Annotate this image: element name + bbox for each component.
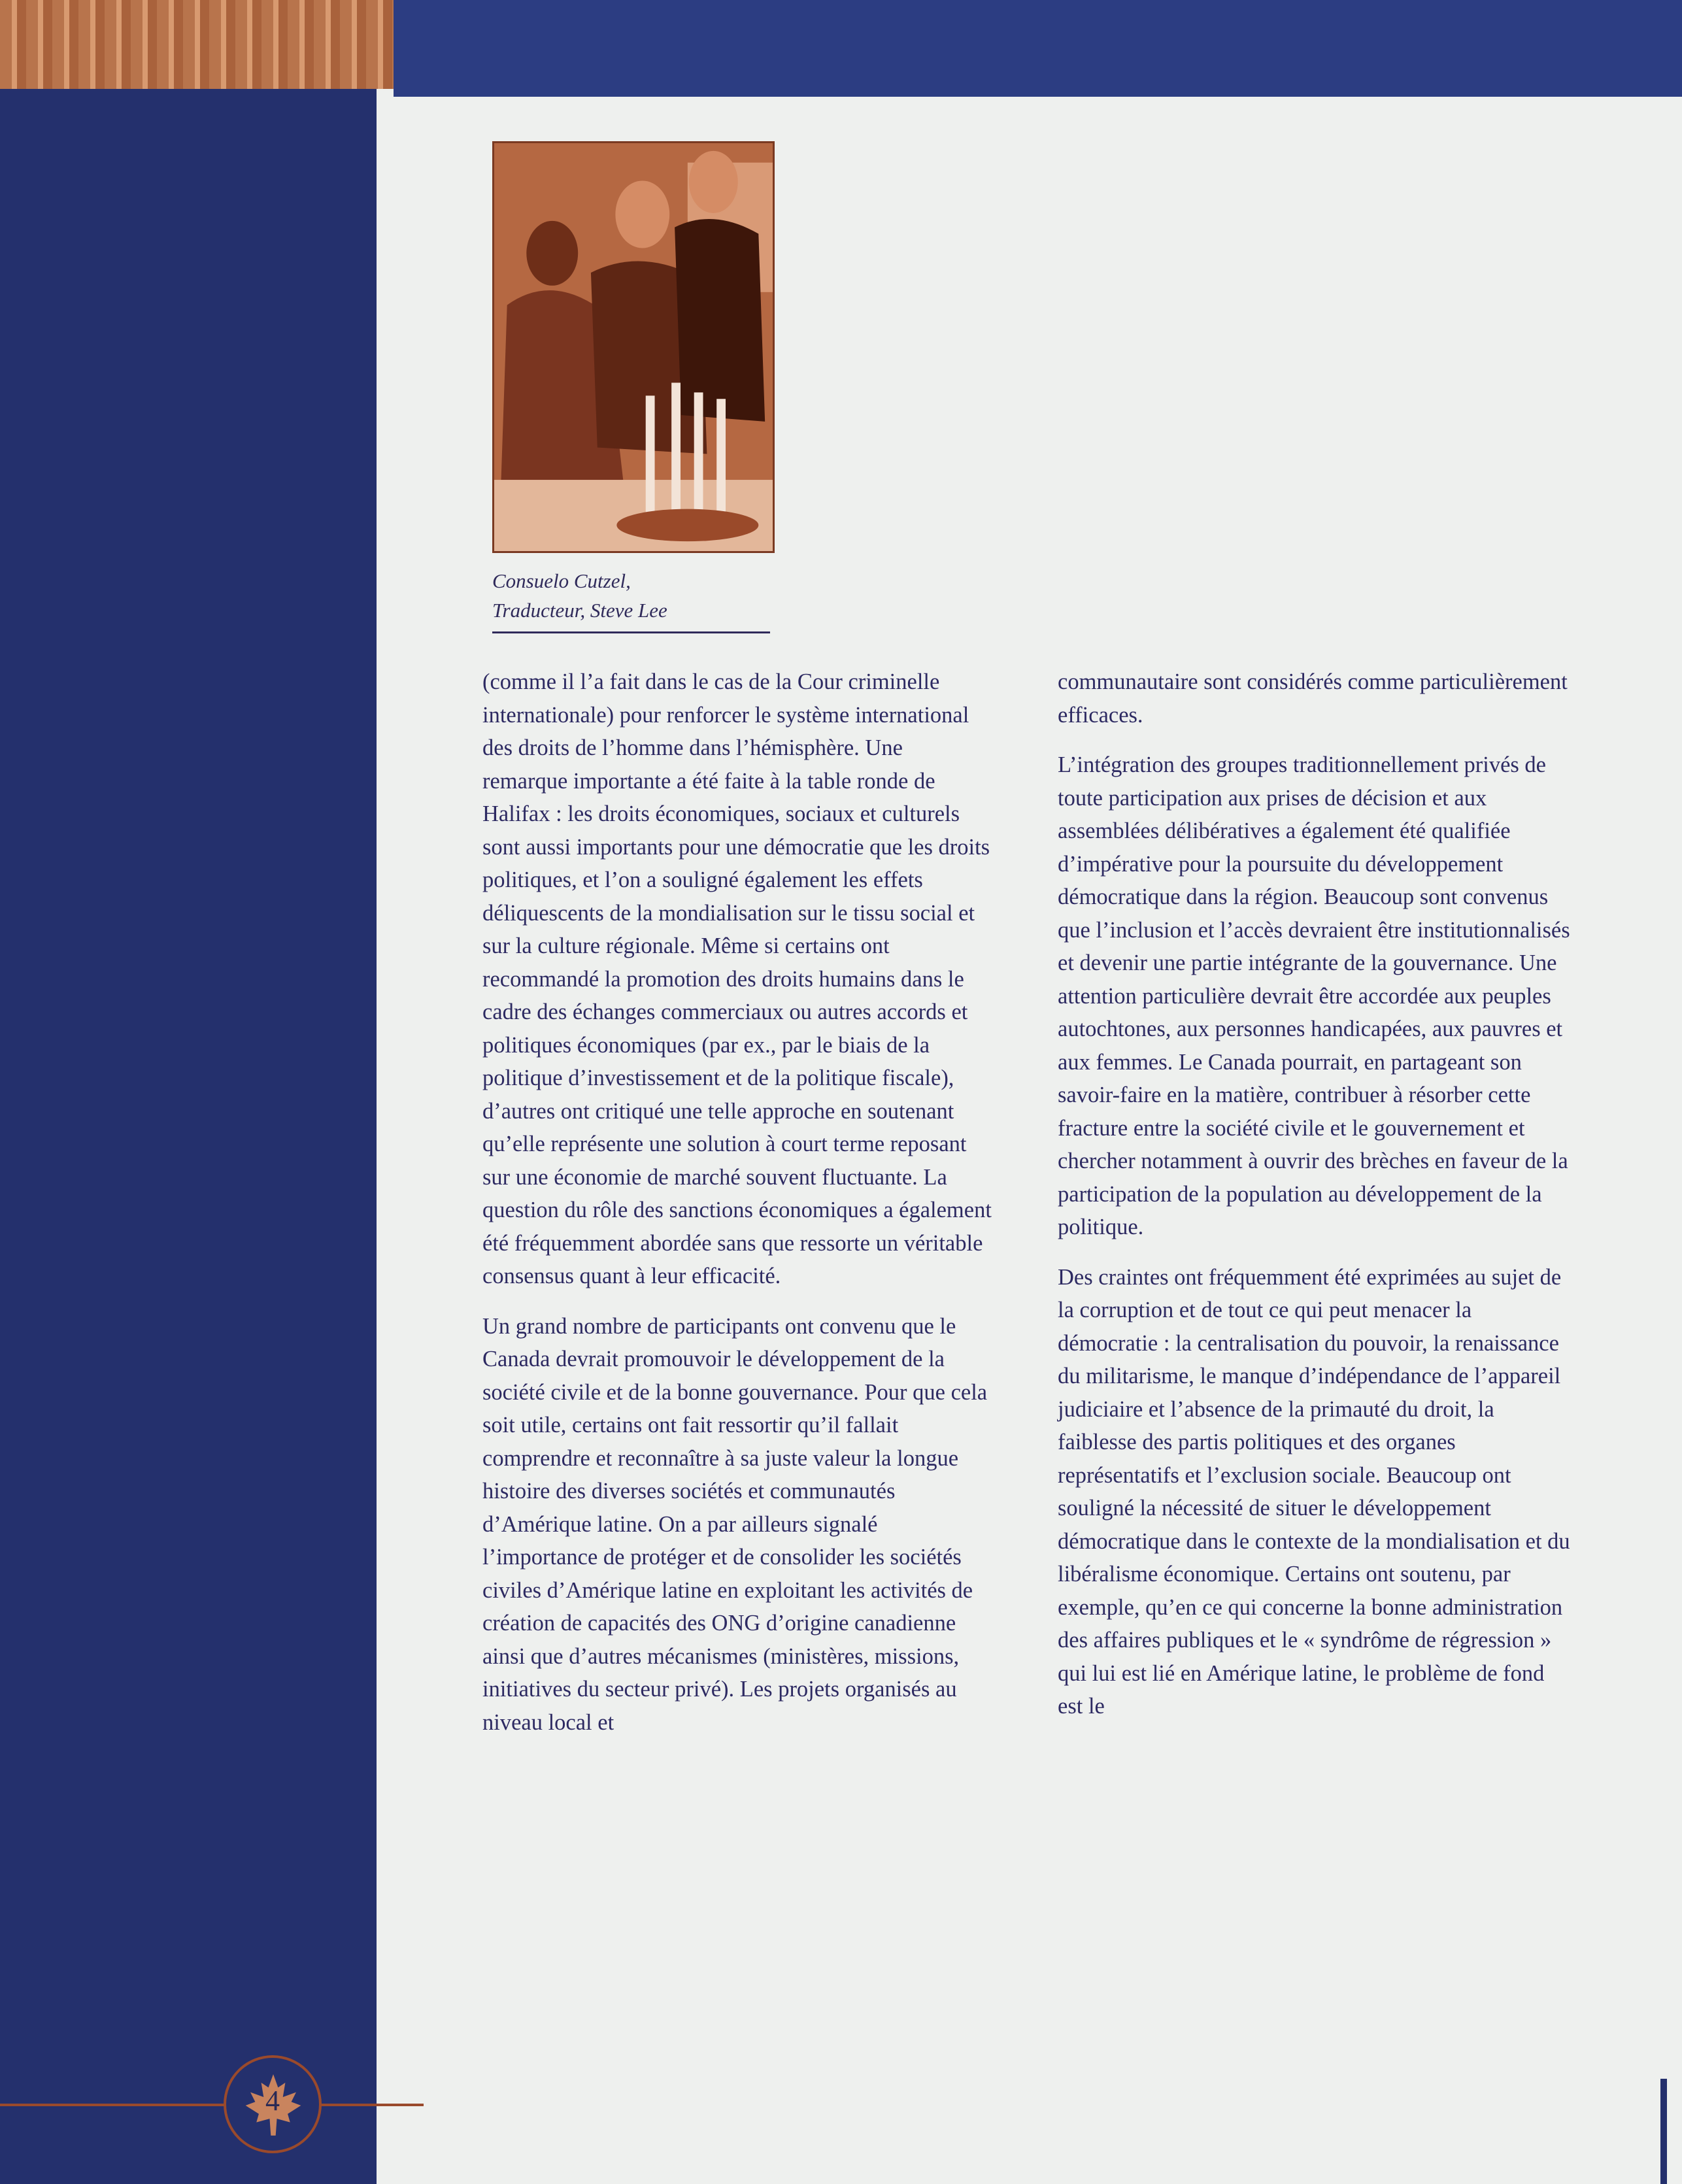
body-column-right [1058, 665, 1574, 1740]
left-color-band [0, 89, 377, 2184]
page-number-badge [224, 2055, 322, 2153]
photo [492, 141, 775, 553]
body-paragraph: communautaire sont considérés comme particulièrement efficaces. [1058, 669, 1568, 728]
page-number: 4 [265, 2085, 280, 2117]
caption-line-2: Traducteur, Steve Lee [492, 599, 667, 622]
corner-photo-strip [0, 0, 394, 89]
footer-rule [0, 2104, 424, 2106]
top-color-band [394, 0, 1682, 97]
body-column-left [482, 665, 992, 1756]
body-paragraph: Un grand nombre de participants ont convenu que le Canada devrait promouvoir le développement de la société civile et de la bonne gouvernance. Pour que cela soit utile, certains ont fait ressortir qu’il fallait comprendre et reconnaître à sa juste valeur la longue histoire des diverses sociétés et communautés d’Amérique latine. On a par ailleurs signalé l’importance de protéger et de consolider les sociétés civiles d’Amérique latine en exploitant les activités de création de capacités des ONG d’origine canadienne ainsi que d’autres mécanismes (ministères, missions, initiatives du secteur privé). Les projets organisés au niveau local et [482, 1313, 988, 1735]
caption-rule [492, 631, 770, 633]
body-paragraph: (comme il l’a fait dans le cas de la Cour criminelle internationale) pour renforcer le système international des droits de l’homme dans l’hémisphère. Une remarque importante a été faite à la table ronde de Halifax : les droits économiques, sociaux et culturels sont aussi importants pour une démocratie que les droits politiques, et l’on a souligné également les effets déliquescents de la mondialisation sur le tissu social et sur la culture régionale. Même si certains ont recommandé la promotion des droits humains dans le cadre des échanges commerciaux ou autres accords et politiques économiques (par ex., par le biais de la politique d’investissement et de la politique fiscale), d’autres ont critiqué une telle approche en soutenant qu’elle représente une solution à court terme reposant sur une économie de marché souvent fluctuante. La question du rôle des sanctions économiques a également été fréquemment abordée sans que ressorte un véritable consensus quant à leur efficacité. [482, 669, 992, 1288]
photo-caption [492, 566, 770, 625]
body-paragraph: Des craintes ont fréquemment été exprimées au sujet de la corruption et de tout ce qui peut menacer la démocratie : la centralisation du pouvoir, la renaissance du militarisme, le manque d’indépendance de l’appareil judiciaire et l’absence de la primauté du droit, la faiblesse des partis politiques et des organes représentatifs et l’exclusion sociale. Beaucoup ont souligné la nécessité de situer le développement démocratique dans le contexte de la mondialisation et du libéralisme économique. Certains ont soutenu, par exemple, qu’en ce qui concerne la bonne administration des affaires publiques et le « syndrôme de régression » qui lui est lié en Amérique latine, le problème de fond est le [1058, 1264, 1570, 1719]
spine-edge [1660, 2079, 1667, 2184]
caption-line-1: Consuelo Cutzel, [492, 569, 631, 592]
body-paragraph: L’intégration des groupes traditionnellement privés de toute participation aux prises de décision et aux assemblées délibératives a également été qualifiée d’impérative pour la poursuite du développement démocratique dans la région. Beaucoup sont convenus que l’inclusion et l’accès devraient être institutionnalisés et devenir une partie intégrante de la gouvernance. Une attention particulière devrait être accordée aux peuples autochtones, aux personnes handicapées, aux pauvres et aux femmes. Le Canada pourrait, en partageant son savoir-faire en la matière, contribuer à résorber cette fracture entre la société civile et le gouvernement et chercher notamment à ouvrir des brèches en faveur de la participation de la population au développement de la politique. [1058, 752, 1570, 1239]
